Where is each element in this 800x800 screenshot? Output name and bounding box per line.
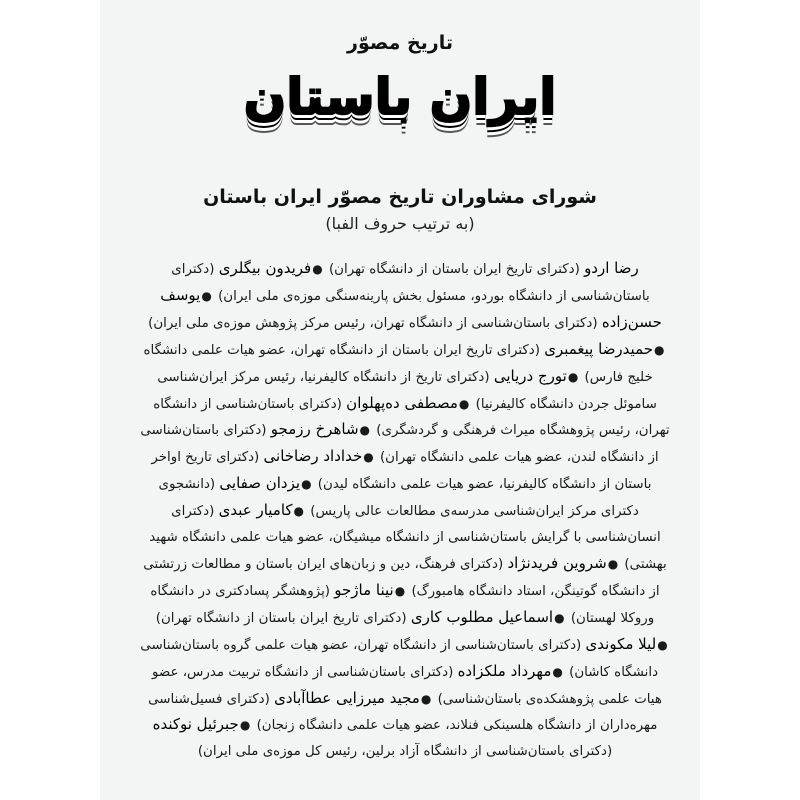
- bullet-separator: ●: [567, 369, 579, 384]
- bullet-separator: ●: [458, 396, 470, 411]
- member-name: لیلا مکوندی: [585, 634, 657, 653]
- bullet-separator: ●: [552, 664, 563, 679]
- member-credentials: (دکترای تاریخ ایران باستان از دانشگاه تهران): [324, 262, 585, 277]
- document-page: [100, 0, 700, 800]
- member-name: حمیدرضا پیغمبری: [544, 339, 654, 358]
- advisory-board-list: [140, 256, 670, 765]
- member-credentials: (پژوهشگر پسادکتری در دانشگاه وروکلا لهستان): [150, 583, 655, 626]
- member-name: نینا ماژجو: [334, 580, 394, 599]
- member-name: اسماعیل مطلوب کاری: [410, 607, 554, 626]
- member-name: کامیار عبدی: [218, 501, 293, 520]
- member-credentials: (دکترای انسان‌شناسی با گرایش باستان‌شناسی از دانشگاه میشیگان، عضو هیات علمی دانشگاه شهید بهشتی): [149, 504, 667, 572]
- bullet-separator: ●: [312, 262, 323, 276]
- member-credentials: (دکترای تاریخ ایران باستان از دانشگاه تهران): [155, 610, 411, 626]
- member-credentials: (دکترای باستان‌شناسی از دانشگاه تربیت مدرس، عضو هیات علمی پژوهشکده‌ی باستان‌شناسی): [151, 664, 662, 707]
- bullet-separator: ●: [420, 691, 432, 706]
- member-name: رضا اردو: [584, 259, 639, 277]
- heading-title: شورای مشاوران تاریخ مصوّر ایران باستان: [203, 186, 597, 208]
- member-credentials: (دکترای فسیل‌شناسی مهره‌داران از دانشگاه هلسینکی فنلاند، عضو هیات علمی دانشگاه زنجان): [148, 691, 658, 734]
- bullet-separator: ●: [554, 610, 565, 625]
- member-name: یزدان صفایی: [219, 474, 301, 493]
- member-name: خداداد رضاخانی: [263, 447, 363, 466]
- series-title: تاریخ مصوّر: [347, 32, 453, 54]
- masthead: [100, 28, 700, 130]
- member-name: مصطفی ده‌پهلوان: [346, 393, 458, 412]
- member-credentials: (دانشجوی دکترای مرکز ایران‌شناسی مدرسه‌ی مطالعات عالی پاریس): [158, 477, 639, 520]
- board-member: [155, 607, 554, 626]
- bullet-separator: ●: [657, 637, 668, 652]
- member-name: تورج دریایی: [493, 366, 567, 385]
- member-credentials: (دکترای تاریخ از دانشگاه کالیفرنیا، رئیس مرکز ایران‌شناسی ساموئل جردن دانشگاه کالیفرنیا): [157, 369, 657, 412]
- member-name: یوسف حسن‌زاده: [160, 285, 662, 331]
- member-name: فریدون بیگلری: [218, 259, 312, 277]
- member-credentials: (دکترای باستان‌شناسی از دانشگاه بوردو، مسئول بخش پارینه‌سنگی موزه‌ی ملی ایران): [171, 262, 650, 304]
- bullet-separator: ●: [293, 504, 305, 519]
- bullet-separator: ●: [363, 450, 374, 465]
- bullet-separator: ●: [607, 556, 619, 571]
- member-name: شاهرخ رزمجو: [270, 420, 359, 439]
- member-credentials: (دکترای تاریخ اواخر باستان از دانشگاه کالیفرنیا، عضو هیات علمی دانشگاه لیدن): [151, 450, 652, 493]
- member-name: مهرداد ملکزاده: [457, 661, 552, 680]
- member-credentials: (دکترای تاریخ ایران باستان از دانشگاه تهران، عضو هیات علمی دانشگاه خلیج فارس): [143, 342, 653, 385]
- bullet-separator: ●: [201, 288, 212, 303]
- member-name: شروین فریدنژاد: [507, 553, 607, 572]
- bullet-separator: ●: [301, 477, 312, 492]
- member-credentials: (دکترای باستان‌شناسی از دانشگاه لندن، عضو هیات علمی دانشگاه تهران): [140, 423, 659, 466]
- heading-subtitle: (به ترتیب حروف الفبا): [325, 214, 475, 233]
- bullet-separator: ●: [359, 423, 370, 438]
- bullet-separator: ●: [239, 718, 251, 733]
- bullet-separator: ●: [394, 583, 406, 598]
- member-credentials: (دکترای فرهنگ، دین و زبان‌های ایران باستان و مطالعات زرتشتی از دانشگاه گوتینگن، استاد دانشگاه هامبورگ): [143, 556, 660, 599]
- member-credentials: (دکترای باستان‌شناسی از دانشگاه تهران، رئیس مرکز پژوهش موزه‌ی ملی ایران): [148, 315, 602, 331]
- member-name: جبرئیل نوکنده: [152, 715, 239, 734]
- member-credentials: (دکترای باستان‌شناسی از دانشگاه آزاد برلین، رئیس کل موزه‌ی ملی ایران): [197, 744, 613, 760]
- member-credentials: (دکترای باستان‌شناسی از دانشگاه تهران، عضو هیات علمی گروه باستان‌شناسی دانشگاه کاشان): [140, 637, 659, 680]
- book-logo: ایران باستان: [243, 68, 557, 126]
- board-member: [324, 259, 639, 277]
- bullet-separator: ●: [654, 342, 665, 357]
- section-heading: [100, 182, 700, 236]
- member-credentials: (دکترای باستان‌شناسی از دانشگاه تهران، رئیس پژوهشگاه میراث فرهنگی و گردشگری): [153, 396, 670, 439]
- member-name: مجید میرزایی عطاآبادی: [274, 688, 420, 707]
